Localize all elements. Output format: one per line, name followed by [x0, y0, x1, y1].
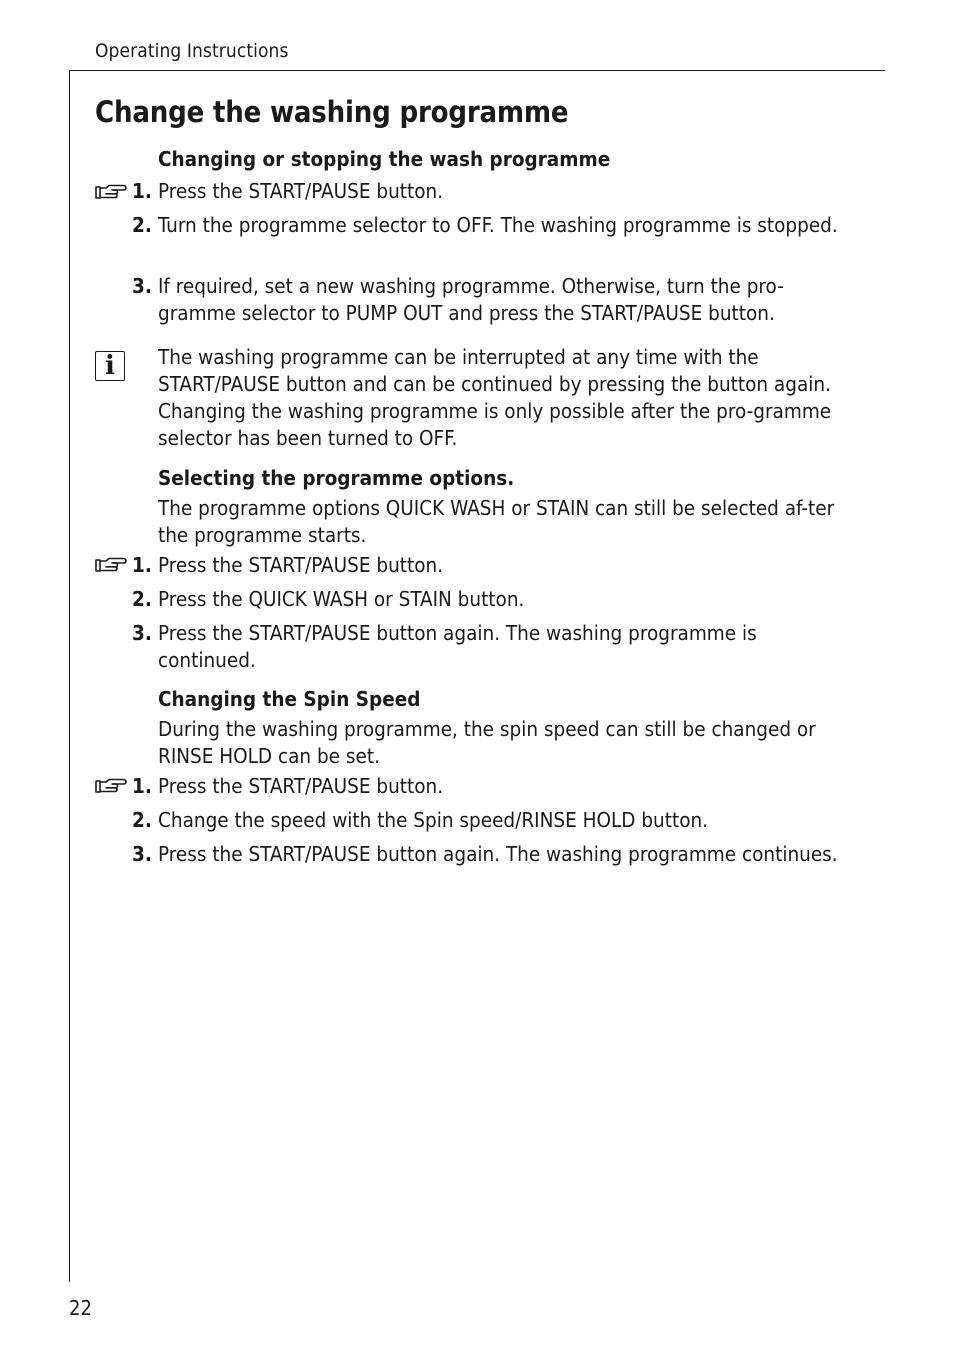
step-number: 2.	[132, 213, 152, 237]
step-item	[132, 273, 858, 327]
page-title: Change the washing programme	[95, 95, 569, 129]
step-item	[132, 620, 858, 674]
step-item	[132, 552, 858, 579]
step-text: Press the START/PAUSE button again. The washing programme continues.	[158, 842, 838, 866]
step-item	[132, 773, 858, 800]
info-icon: i	[95, 351, 125, 381]
step-text: Press the START/PAUSE button.	[158, 179, 444, 203]
step-item	[132, 212, 858, 239]
page-number: 22	[69, 1296, 92, 1320]
step-text: Turn the programme selector to OFF. The washing programme is stopped.	[158, 213, 838, 237]
running-head: Operating Instructions	[95, 40, 289, 62]
step-number: 1.	[132, 179, 152, 203]
step-number: 3.	[132, 274, 152, 298]
pointing-hand-icon	[95, 184, 129, 200]
step-number: 1.	[132, 774, 152, 798]
step-item	[132, 586, 858, 613]
header-rule	[69, 70, 885, 71]
step-number: 1.	[132, 553, 152, 577]
step-text: Press the START/PAUSE button.	[158, 553, 444, 577]
step-number: 3.	[132, 621, 152, 645]
section-heading-change-stop: Changing or stopping the wash programme	[158, 147, 611, 171]
pointing-hand-icon	[95, 778, 129, 794]
section-heading-spin-speed: Changing the Spin Speed	[158, 687, 421, 711]
step-text: If required, set a new washing programme. Otherwise, turn the pro-gramme selector to PUMP OUT and press the START/PAUSE button.	[158, 274, 784, 325]
step-text: Press the QUICK WASH or STAIN button.	[158, 587, 525, 611]
step-number: 3.	[132, 842, 152, 866]
step-item	[132, 841, 858, 868]
step-number: 2.	[132, 808, 152, 832]
step-text: Press the START/PAUSE button again. The washing programme is continued.	[158, 621, 757, 672]
pointing-hand-icon	[95, 557, 129, 573]
step-number: 2.	[132, 587, 152, 611]
section-intro: The programme options QUICK WASH or STAIN can still be selected af-ter the programme starts.	[158, 496, 835, 547]
step-text: Press the START/PAUSE button.	[158, 774, 444, 798]
step-text: Change the speed with the Spin speed/RINSE HOLD button.	[158, 808, 709, 832]
section-intro: During the washing programme, the spin speed can still be changed or RINSE HOLD can be set.	[158, 717, 816, 768]
info-note: The washing programme can be interrupted at any time with the START/PAUSE button and can be continued by pressing the button again. Changing the washing programme is only possible after the pro-gramme selector has been turned to OFF.	[158, 345, 832, 450]
step-item	[132, 178, 858, 205]
margin-rule	[69, 70, 70, 1282]
step-item	[132, 807, 858, 834]
section-heading-options: Selecting the programme options.	[158, 466, 515, 490]
